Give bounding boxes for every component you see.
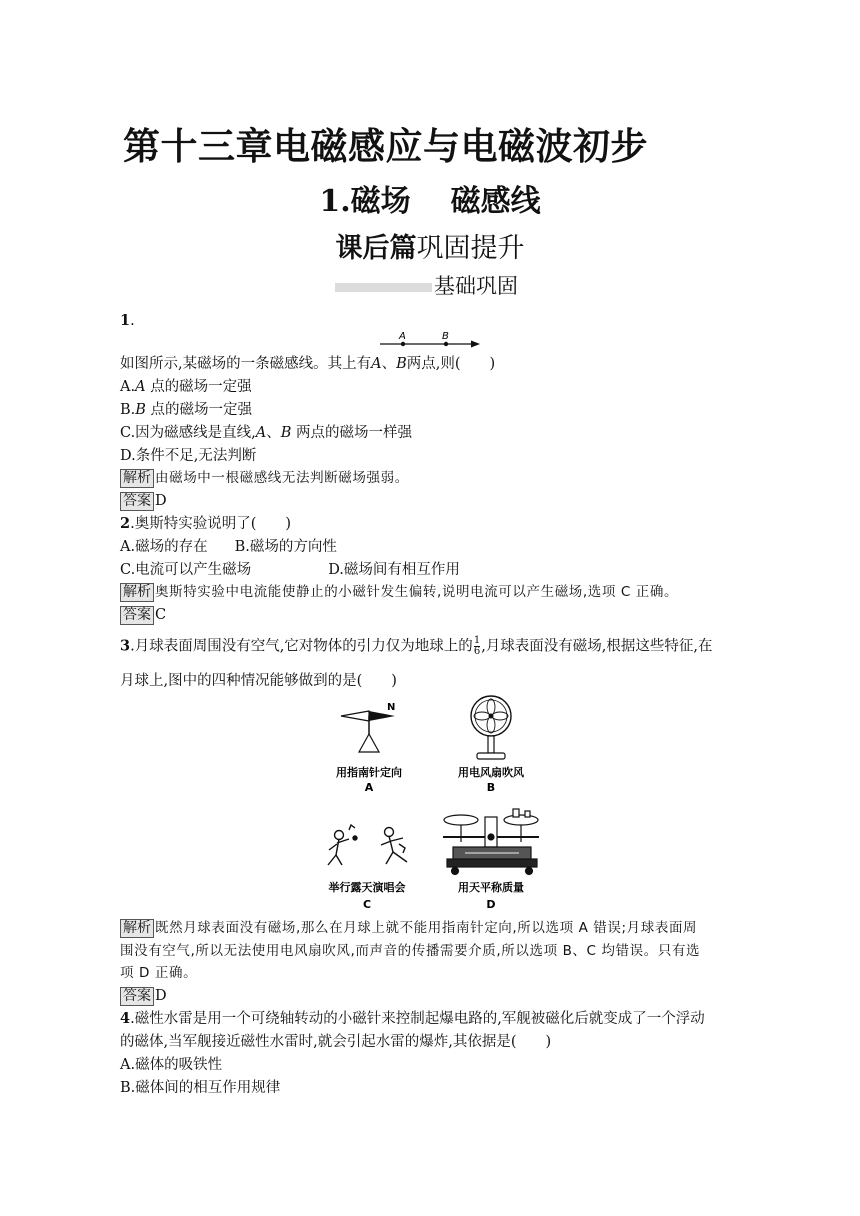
- section-number: 1: [319, 184, 341, 219]
- caption-a: 用指南针定向: [336, 766, 402, 779]
- q3-stem-line2: 月球上,图中的四种情况能够做到的是( ): [120, 673, 397, 689]
- subtitle-bold: 课后篇: [335, 233, 417, 264]
- subtitle: [0, 226, 860, 265]
- q3-answer: 答案 D: [120, 986, 167, 1006]
- point-a-label: A: [399, 331, 406, 342]
- q4-stem-line1: 4.磁性水雷是用一个可绕轴转动的小磁针来控制起爆电路的,军舰被磁化后就变成了一个浮动: [120, 1010, 705, 1027]
- q2-stem: 2.奥斯特实验说明了( ): [120, 515, 292, 532]
- q1-option-a: A.A 点的磁场一定强: [120, 379, 252, 395]
- letter-b: B: [486, 781, 496, 794]
- q4-option-a: A.磁体的吸铁性: [120, 1057, 223, 1073]
- q1-option-d: D.条件不足,无法判断: [120, 448, 257, 464]
- q3-analysis-line1: 解析 既然月球表面没有磁场,那么在月球上就不能用指南针定向,所以选项 A 错误;月球表面周: [120, 918, 697, 938]
- heading-bar: [335, 283, 432, 292]
- north-mark: N: [387, 702, 396, 713]
- point-b: [444, 342, 448, 346]
- fraction: $\frac{1}{6}$: [473, 635, 481, 657]
- concert-figure: [328, 825, 407, 865]
- compass-stand: [359, 734, 379, 752]
- section-number-dot: .: [340, 184, 351, 219]
- q1-number: 1.: [120, 312, 135, 329]
- analysis-tag: 解析: [120, 919, 154, 938]
- point-a: [401, 342, 405, 346]
- letter-d: D: [486, 898, 496, 911]
- answer-tag: 答案: [120, 606, 154, 625]
- letter-a: A: [364, 781, 374, 794]
- analysis-tag: 解析: [120, 583, 154, 602]
- q1-field-line-figure: [378, 328, 482, 350]
- point-b-label: B: [442, 331, 449, 342]
- section-title-a: 磁场: [350, 184, 411, 219]
- q2-answer: 答案 C: [120, 605, 166, 625]
- analysis-tag: 解析: [120, 469, 154, 488]
- section-title-b: 磁感线: [450, 184, 541, 219]
- q2-options-row2: C.电流可以产生磁场 D.磁场间有相互作用: [120, 562, 460, 578]
- needle-south: [341, 711, 369, 721]
- answer-tag: 答案: [120, 987, 154, 1006]
- q1-option-c: C.因为磁感线是直线,A、B 两点的磁场一样强: [120, 425, 413, 441]
- q3-figure: [315, 692, 555, 917]
- subtitle-normal: 巩固提升: [416, 233, 525, 264]
- field-line-arrow: [471, 341, 480, 348]
- letter-c: C: [362, 898, 372, 911]
- section-title: [0, 176, 860, 220]
- caption-c: 举行露天演唱会: [328, 881, 406, 894]
- caption-d: 用天平称质量: [458, 881, 524, 894]
- chapter-title: 第十三章电磁感应与电磁波初步: [123, 125, 648, 168]
- q2-options-row1: A.磁场的存在 B.磁场的方向性: [120, 539, 337, 555]
- answer-tag: 答案: [120, 492, 154, 511]
- compass-figure: [336, 702, 402, 794]
- fan-figure: [458, 696, 525, 794]
- q1-option-b: B.B 点的磁场一定强: [120, 402, 253, 418]
- q1-stem: 如图所示,某磁场的一条磁感线。其上有A、B两点,则( ): [120, 356, 496, 372]
- q3-analysis-line3: 项 D 正确。: [120, 965, 198, 981]
- q4-option-b: B.磁体间的相互作用规律: [120, 1080, 281, 1096]
- caption-b: 用电风扇吹风: [458, 766, 524, 779]
- q1-answer: 答案 D: [120, 491, 167, 511]
- balance-figure: [443, 809, 539, 875]
- q3-stem-line1: 3.月球表面周围没有空气,它对物体的引力仅为地球上的 $\frac{1}{6}$ ,月球表面没有磁场,根据这些特征,在: [120, 635, 713, 657]
- basic-heading: 基础巩固: [434, 274, 518, 298]
- q1-analysis: 解析 由磁场中一根磁感线无法判断磁场强弱。: [120, 468, 409, 488]
- q4-stem-line2: 的磁体,当军舰接近磁性水雷时,就会引起水雷的爆炸,其依据是( ): [120, 1034, 552, 1050]
- q2-analysis: 解析 奥斯特实验中电流能使静止的小磁针发生偏转,说明电流可以产生磁场,选项 C 正确。: [120, 582, 678, 602]
- q3-analysis-line2: 围没有空气,所以无法使用电风扇吹风,而声音的传播需要介质,所以选项 B、C 均错误。只有选: [120, 943, 701, 959]
